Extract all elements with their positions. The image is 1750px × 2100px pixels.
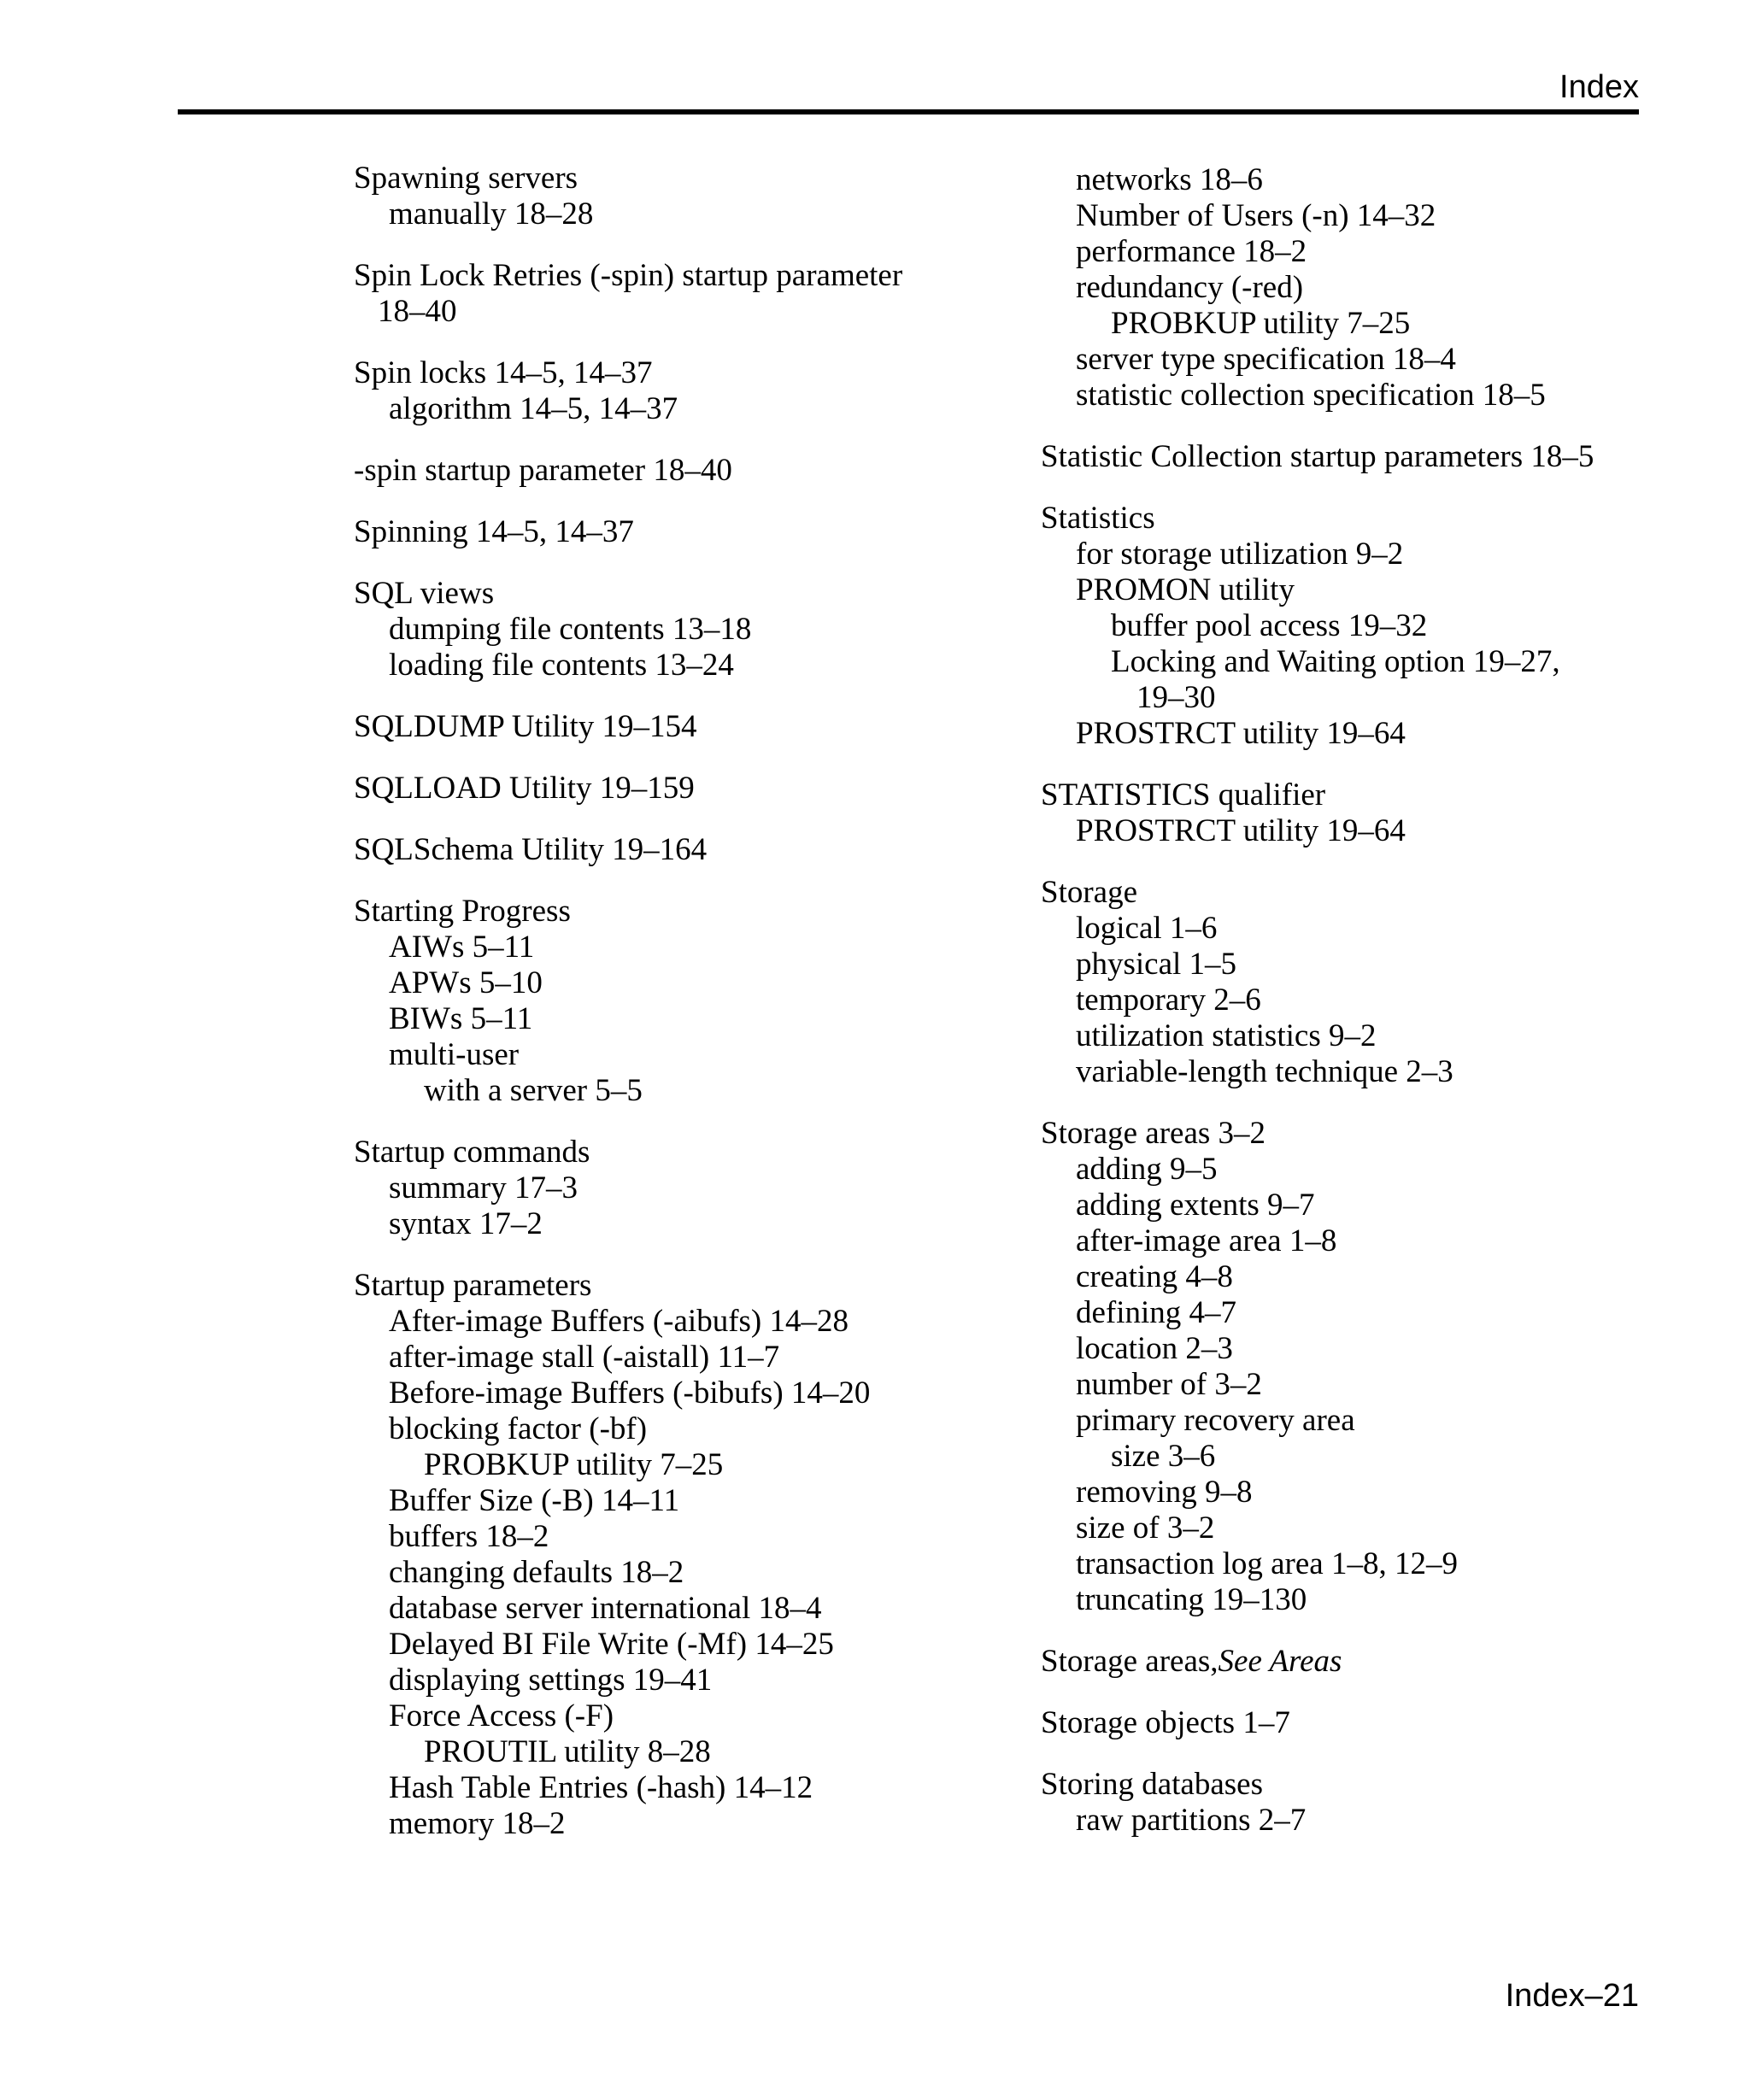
index-subterm: adding extents 9–7 (1076, 1188, 1315, 1223)
index-subterm: networks 18–6 (1076, 162, 1263, 197)
index-subterm: PROUTIL utility 8–28 (424, 1734, 711, 1769)
index-subterm: buffer pool access 19–32 (1111, 608, 1428, 643)
index-term: Statistics (1041, 501, 1155, 536)
index-term: Storage areas, (1041, 1644, 1219, 1679)
index-subterm: size of 3–2 (1076, 1510, 1215, 1546)
index-column-left (354, 161, 969, 1842)
index-subterm: server type specification 18–4 (1076, 342, 1456, 377)
index-subterm: APWs 5–10 (389, 965, 543, 1000)
index-subterm: database server international 18–4 (389, 1591, 822, 1626)
index-subterm: variable-length technique 2–3 (1076, 1054, 1453, 1089)
index-term: Starting Progress (354, 894, 571, 929)
index-entry (1041, 1644, 1656, 1680)
index-entry (1041, 1116, 1656, 1618)
page-number: Index–21 (1505, 1978, 1639, 2014)
index-subterm: syntax 17–2 (389, 1206, 543, 1241)
index-entry (1041, 777, 1656, 849)
index-term: Startup commands (354, 1135, 590, 1170)
index-subterm: defining 4–7 (1076, 1295, 1237, 1330)
index-subterm: logical 1–6 (1076, 911, 1218, 946)
index-subterm: Delayed BI File Write (-Mf) 14–25 (389, 1627, 834, 1662)
index-subterm: creating 4–8 (1076, 1259, 1233, 1294)
header-rule (178, 109, 1639, 114)
index-subterm: performance 18–2 (1076, 234, 1307, 269)
index-subterm: 18–40 (378, 294, 457, 329)
index-term: SQL views (354, 576, 495, 611)
index-entry (354, 894, 969, 1109)
index-subterm: primary recovery area (1076, 1403, 1355, 1438)
index-term: -spin startup parameter 18–40 (354, 453, 732, 488)
index-subterm: for storage utilization 9–2 (1076, 537, 1404, 572)
index-subterm: Force Access (-F) (389, 1698, 614, 1733)
index-term: STATISTICS qualifier (1041, 777, 1326, 812)
index-entry (354, 453, 969, 489)
index-entry (354, 576, 969, 683)
index-subterm: temporary 2–6 (1076, 983, 1261, 1018)
index-term: SQLSchema Utility 19–164 (354, 832, 708, 867)
index-subterm: BIWs 5–11 (389, 1001, 533, 1036)
index-subterm: adding 9–5 (1076, 1152, 1218, 1187)
index-entry (354, 355, 969, 427)
index-term-with-see (1041, 1644, 1656, 1680)
index-term: Storage (1041, 875, 1138, 910)
index-entry (1041, 501, 1656, 752)
index-entry (1041, 1705, 1656, 1741)
index-term: Spinning 14–5, 14–37 (354, 514, 634, 549)
index-subterm: redundancy (-red) (1076, 270, 1304, 305)
index-subterm: statistic collection specification 18–5 (1076, 378, 1546, 413)
index-entry (1041, 162, 1656, 414)
index-subterm: raw partitions 2–7 (1076, 1803, 1307, 1838)
index-subterm: PROSTRCT utility 19–64 (1076, 716, 1406, 751)
index-subterm: blocking factor (-bf) (389, 1411, 648, 1446)
index-entry (354, 161, 969, 232)
index-subterm: memory 18–2 (389, 1806, 566, 1841)
index-subterm: removing 9–8 (1076, 1475, 1253, 1510)
index-entry (354, 771, 969, 807)
index-subterm: After-image Buffers (-aibufs) 14–28 (389, 1304, 849, 1339)
index-subterm: buffers 18–2 (389, 1519, 549, 1554)
index-subterm: PROBKUP utility 7–25 (424, 1447, 724, 1482)
see-reference: See Areas (1218, 1644, 1342, 1679)
index-subterm: algorithm 14–5, 14–37 (389, 391, 678, 426)
index-subterm: PROMON utility (1076, 572, 1295, 607)
index-term: Spin Lock Retries (-spin) startup parameter (354, 258, 903, 293)
index-subterm: size 3–6 (1111, 1439, 1216, 1474)
index-subterm: AIWs 5–11 (389, 930, 535, 965)
index-subterm: Buffer Size (-B) 14–11 (389, 1483, 680, 1518)
index-term: Storage areas 3–2 (1041, 1116, 1266, 1151)
index-subterm: after-image stall (-aistall) 11–7 (389, 1340, 780, 1375)
index-subterm: Locking and Waiting option 19–27, (1111, 644, 1560, 679)
index-subterm: PROSTRCT utility 19–64 (1076, 813, 1406, 848)
index-subterm: Hash Table Entries (-hash) 14–12 (389, 1770, 813, 1805)
index-subterm: multi-user (389, 1037, 520, 1072)
index-subterm: with a server 5–5 (424, 1073, 643, 1108)
index-subterm: manually 18–28 (389, 197, 594, 232)
index-entry (1041, 1767, 1656, 1839)
index-entry (1041, 875, 1656, 1090)
index-subterm: changing defaults 18–2 (389, 1555, 684, 1590)
index-subterm: Number of Users (-n) 14–32 (1076, 198, 1436, 233)
index-entry (354, 1268, 969, 1842)
index-subterm: dumping file contents 13–18 (389, 612, 752, 647)
index-subterm: location 2–3 (1076, 1331, 1233, 1366)
index-term: Statistic Collection startup parameters 18–5 (1041, 439, 1594, 474)
index-subterm: summary 17–3 (389, 1170, 578, 1205)
index-subterm: 19–30 (1136, 680, 1216, 715)
index-subterm: transaction log area 1–8, 12–9 (1076, 1546, 1458, 1581)
index-term: SQLLOAD Utility 19–159 (354, 771, 695, 806)
index-term: Storing databases (1041, 1767, 1263, 1802)
index-entry (354, 832, 969, 868)
index-subterm: loading file contents 13–24 (389, 648, 734, 683)
index-entry (354, 709, 969, 745)
index-entry (354, 514, 969, 550)
index-entry (1041, 439, 1656, 475)
index-entry (354, 1135, 969, 1242)
index-subterm: PROBKUP utility 7–25 (1111, 306, 1411, 341)
index-term: Spin locks 14–5, 14–37 (354, 355, 653, 390)
index-column-right (1041, 161, 1656, 1839)
index-entry (354, 258, 969, 330)
index-term: Spawning servers (354, 161, 578, 196)
index-subterm: after-image area 1–8 (1076, 1223, 1337, 1258)
index-subterm: displaying settings 19–41 (389, 1663, 713, 1698)
running-head: Index (1559, 69, 1639, 105)
index-term: SQLDUMP Utility 19–154 (354, 709, 697, 744)
index-term: Storage objects 1–7 (1041, 1705, 1290, 1740)
index-subterm: truncating 19–130 (1076, 1582, 1307, 1617)
index-subterm: Before-image Buffers (-bibufs) 14–20 (389, 1376, 871, 1411)
index-subterm: number of 3–2 (1076, 1367, 1262, 1402)
index-subterm: physical 1–5 (1076, 947, 1237, 982)
index-term: Startup parameters (354, 1268, 592, 1303)
index-subterm: utilization statistics 9–2 (1076, 1018, 1377, 1053)
